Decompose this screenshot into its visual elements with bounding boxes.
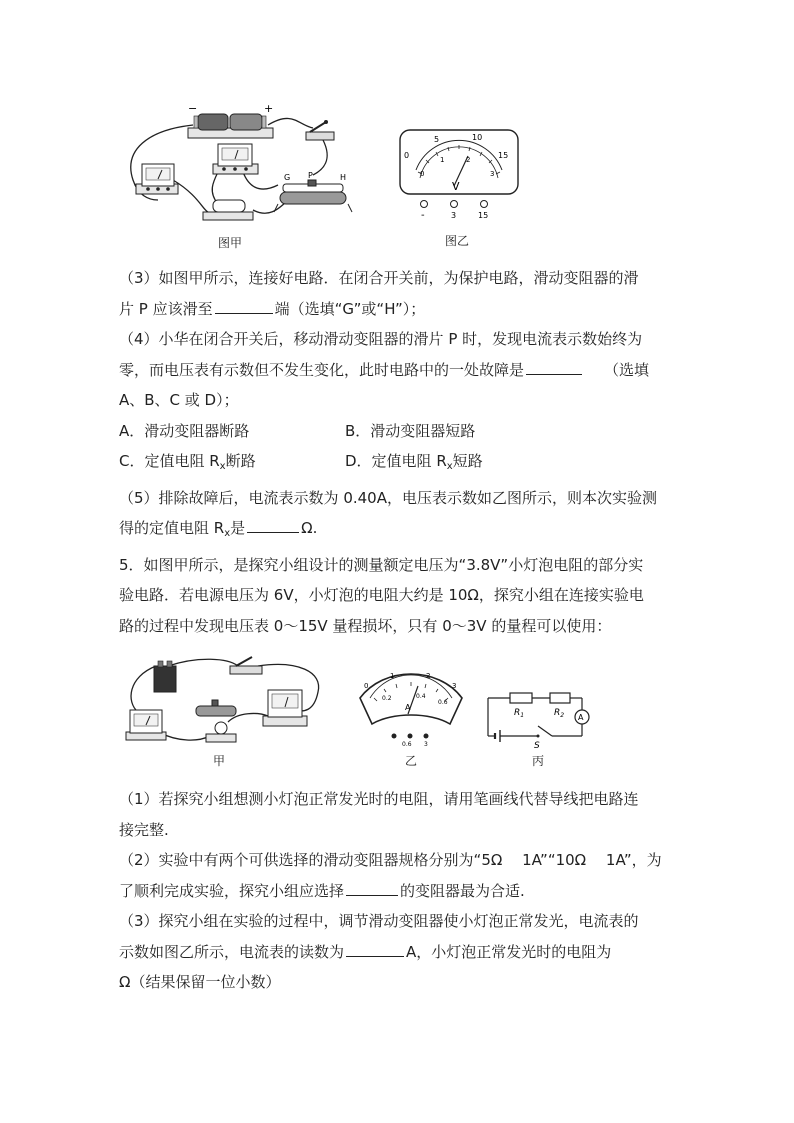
rheostat-label-g: G (284, 173, 291, 182)
lamp-holder (206, 722, 236, 742)
ammeter-top-2: 2 (426, 672, 431, 680)
p5q2-line1: （2）实验中有两个可供选择的滑动变阻器规格分别为“5Ω 1A”“10Ω 1A”，为 (119, 851, 662, 869)
terminal-15: 15 (478, 211, 489, 220)
dial-bot-1: 1 (440, 156, 445, 164)
ammeter-device (136, 164, 178, 194)
p5-line2: 验电路．若电源电压为 6V，小灯泡的电阻大约是 10Ω，探究小组在连接实验电 (119, 586, 644, 604)
battery-box (154, 661, 176, 692)
dial-top-0: 0 (404, 151, 410, 160)
q3-line2 (119, 294, 679, 325)
rheostat (196, 700, 236, 716)
rheostat-label-p: P (308, 171, 313, 180)
dial-bot-0: 0 (420, 170, 425, 178)
ammeter-bot-06: 0.6 (438, 699, 448, 706)
q4-line1: （4）小华在闭合开关后，移动滑动变阻器的滑片 P 时，发现电流表示数始终为 (119, 330, 643, 348)
p5q1-line1: （1）若探究小组想测小灯泡正常发光时的电阻，请用笔画线代替导线把电路连 (119, 790, 639, 808)
p5q2-answer-blank[interactable] (346, 880, 398, 896)
rheostat-label-h: H (340, 173, 347, 182)
ammeter-top-3: 3 (452, 682, 457, 690)
dial-top-5: 5 (434, 135, 440, 144)
voltmeter-device (263, 690, 307, 726)
q5-line2: 得的定值电阻 $R_x$是 Ω. (119, 519, 318, 539)
dial-unit-v: V (452, 180, 460, 193)
q4-option-b[interactable]: B．滑动变阻器短路 (345, 421, 476, 440)
figure-yi-voltmeter (396, 128, 522, 220)
p5q3-line1: （3）探究小组在实验的过程中，调节滑动变阻器使小灯泡正常发光，电流表的 (119, 912, 639, 930)
p5q2-line2: 了顺利完成实验，探究小组应选择 的变阻器最为合适. (119, 881, 525, 900)
q3-answer-blank[interactable] (215, 298, 273, 314)
q4-line3: A、B、C 或 D）； (119, 391, 239, 409)
ammeter-top-0: 0 (364, 682, 369, 690)
q4-line2-a: 零，而电压表有示数但不发生变化，此时电路中的一处故障是 (119, 360, 525, 379)
p5q3-answer-blank[interactable] (346, 941, 404, 957)
q5-line1: （5）排除故障后，电流表示数为 0.40A，电压表示数如乙图所示，则本次实验测 (119, 488, 657, 507)
p5-line1: 5．如图甲所示，是探究小组设计的测量额定电压为“3.8V”小灯泡电阻的部分实 (119, 555, 644, 574)
terminal-minus: - (421, 210, 425, 220)
schematic-meter-a: A (578, 713, 584, 722)
schematic-s: S (534, 741, 540, 750)
dial-top-15: 15 (498, 151, 509, 160)
caption-tu-yi: 图乙 (445, 234, 470, 248)
fixed-resistor (203, 200, 253, 220)
q4-option-c[interactable]: C．定值电阻 $R_x$断路 (119, 452, 256, 472)
caption-2-bing: 丙 (532, 754, 545, 768)
dial-bot-3: 3 (490, 170, 495, 178)
caption-tu-jia: 图甲 (218, 236, 243, 250)
q3-line2-b: 端（选填“G”或“H”）； (274, 299, 426, 318)
text-block-problem-5-questions (119, 784, 679, 998)
q4-option-d[interactable]: D．定值电阻 $R_x$短路 (345, 452, 483, 472)
schematic-r2: $R_2$ (554, 708, 565, 719)
battery-plus-label: + (264, 102, 274, 115)
ammeter-bot-04: 0.4 (416, 693, 426, 700)
knife-switch (306, 120, 334, 140)
q3-line1: （3）如图甲所示，连接好电路．在闭合开关前，为保护电路，滑动变阻器的滑 (119, 269, 639, 287)
p5-line3: 路的过程中发现电压表 0～15V 量程损坏，只有 0～3V 的量程可以使用： (119, 616, 612, 635)
q4-answer-blank[interactable] (526, 359, 582, 375)
q4-option-a[interactable]: A．滑动变阻器断路 (119, 421, 250, 440)
q3-line2-a: 片 P 应该滑至 (119, 299, 213, 318)
ammeter-terminal-06: 0.6 (402, 741, 412, 748)
terminal-3: 3 (451, 211, 457, 220)
rheostat (274, 180, 352, 212)
voltmeter-device (213, 144, 258, 174)
p5q3-line3: Ω（结果保留一位小数） (119, 973, 281, 991)
dial-bot-2: 2 (466, 156, 471, 164)
ammeter-top-1: 1 (390, 672, 395, 680)
figure-jia-circuit (118, 100, 358, 232)
p5q1-line2: 接完整. (119, 820, 169, 839)
ammeter-unit: A (405, 703, 411, 712)
figure-2-bing-schematic (482, 680, 592, 750)
q4-options-cd (119, 446, 679, 483)
schematic-r1: $R_1$ (514, 708, 525, 719)
text-block-questions-3-5 (119, 263, 679, 641)
ammeter-device (126, 710, 166, 740)
q4-options-ab (119, 416, 679, 447)
dial-top-10: 10 (472, 133, 483, 142)
ammeter-bot-02: 0.2 (382, 695, 392, 702)
figure-2-jia-circuit (118, 652, 330, 750)
q4-line2-b: （选填 (604, 360, 650, 379)
caption-2-yi: 乙 (405, 754, 418, 768)
q5-answer-blank[interactable] (247, 517, 299, 533)
caption-2-jia: 甲 (213, 754, 226, 768)
battery-minus-label: − (188, 102, 198, 115)
p5q3-line2: 示数如图乙所示，电流表的读数为 A，小灯泡正常发光时的电阻为 (119, 942, 612, 961)
figure-2-yi-ammeter (354, 664, 468, 750)
q4-line2 (119, 355, 679, 386)
switch (230, 657, 262, 674)
ammeter-terminal-3: 3 (424, 741, 428, 748)
battery-pack (188, 114, 273, 138)
